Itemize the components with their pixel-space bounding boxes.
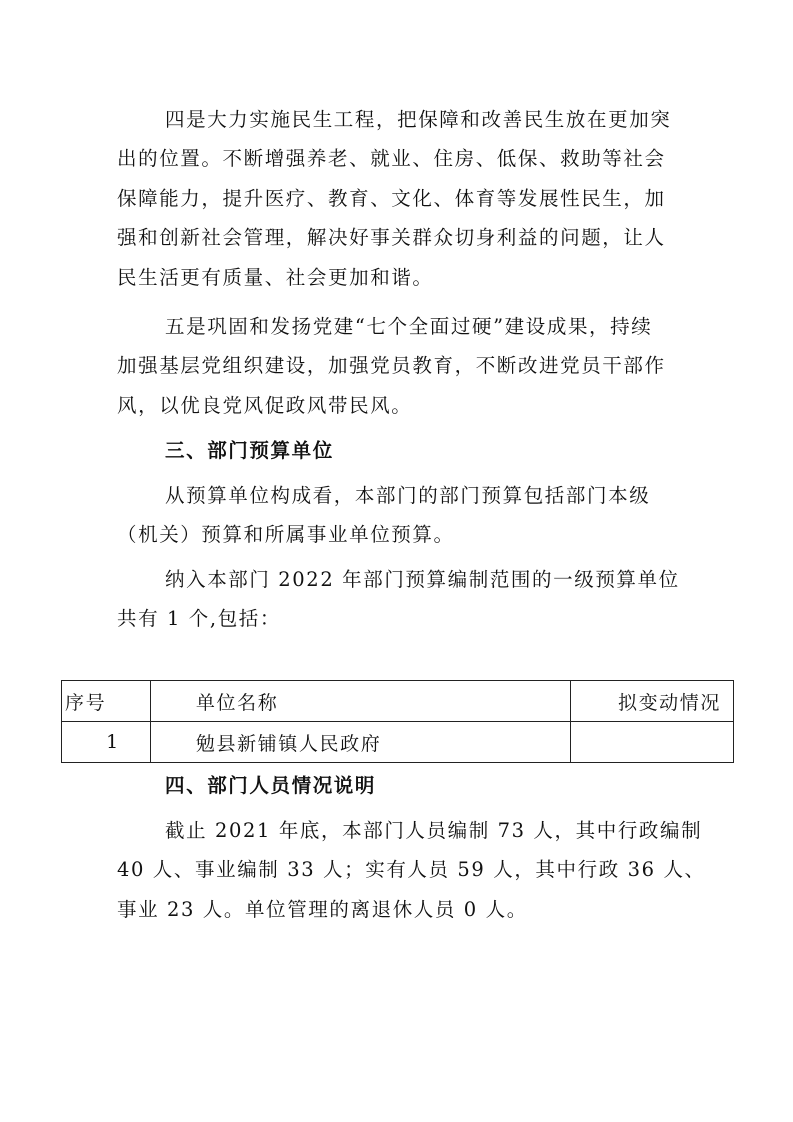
paragraph-line: 出的位置。不断增强养老、就业、住房、低保、救助等社会	[117, 147, 666, 170]
table-header-row	[62, 681, 734, 722]
paragraph-line: 纳入本部门 2022 年部门预算编制范围的一级预算单位	[165, 568, 680, 591]
table-cell: 勉县新铺镇人民政府	[150, 722, 570, 763]
section-heading: 三、部门预算单位	[165, 439, 334, 462]
table-header-cell: 单位名称	[150, 681, 570, 722]
paragraph-line: 加强基层党组织建设，加强党员教育，不断改进党员干部作	[117, 354, 666, 377]
budget-units-table	[61, 680, 734, 763]
table-cell: 1	[62, 722, 151, 763]
table-row	[62, 722, 734, 763]
section-heading: 四、部门人员情况说明	[165, 774, 377, 797]
paragraph-line: 保障能力，提升医疗、教育、文化、体育等发展性民生，加	[117, 187, 666, 210]
paragraph-line: 事业 23 人。单位管理的离退休人员 0 人。	[117, 898, 528, 921]
paragraph-line: （机关）预算和所属事业单位预算。	[117, 523, 455, 546]
paragraph-line: 强和创新社会管理，解决好事关群众切身利益的问题，让人	[117, 226, 666, 249]
table-header-cell: 拟变动情况	[571, 681, 734, 722]
table-cell	[571, 722, 734, 763]
paragraph-line: 风，以优良党风促政风带民风。	[117, 394, 413, 417]
table-header-cell: 序号	[62, 681, 151, 722]
paragraph-line: 五是巩固和发扬党建“七个全面过硬”建设成果，持续	[165, 315, 653, 338]
paragraph-line: 40 人、事业编制 33 人；实有人员 59 人，其中行政 36 人、	[117, 858, 706, 881]
paragraph-line: 民生活更有质量、社会更加和谐。	[117, 266, 434, 289]
paragraph-line: 共有 1 个,包括：	[117, 607, 282, 630]
paragraph-line: 四是大力实施民生工程，把保障和改善民生放在更加突	[165, 108, 672, 131]
paragraph-line: 截止 2021 年底，本部门人员编制 73 人，其中行政编制	[165, 819, 703, 842]
paragraph-line: 从预算单位构成看，本部门的部门预算包括部门本级	[165, 484, 651, 507]
